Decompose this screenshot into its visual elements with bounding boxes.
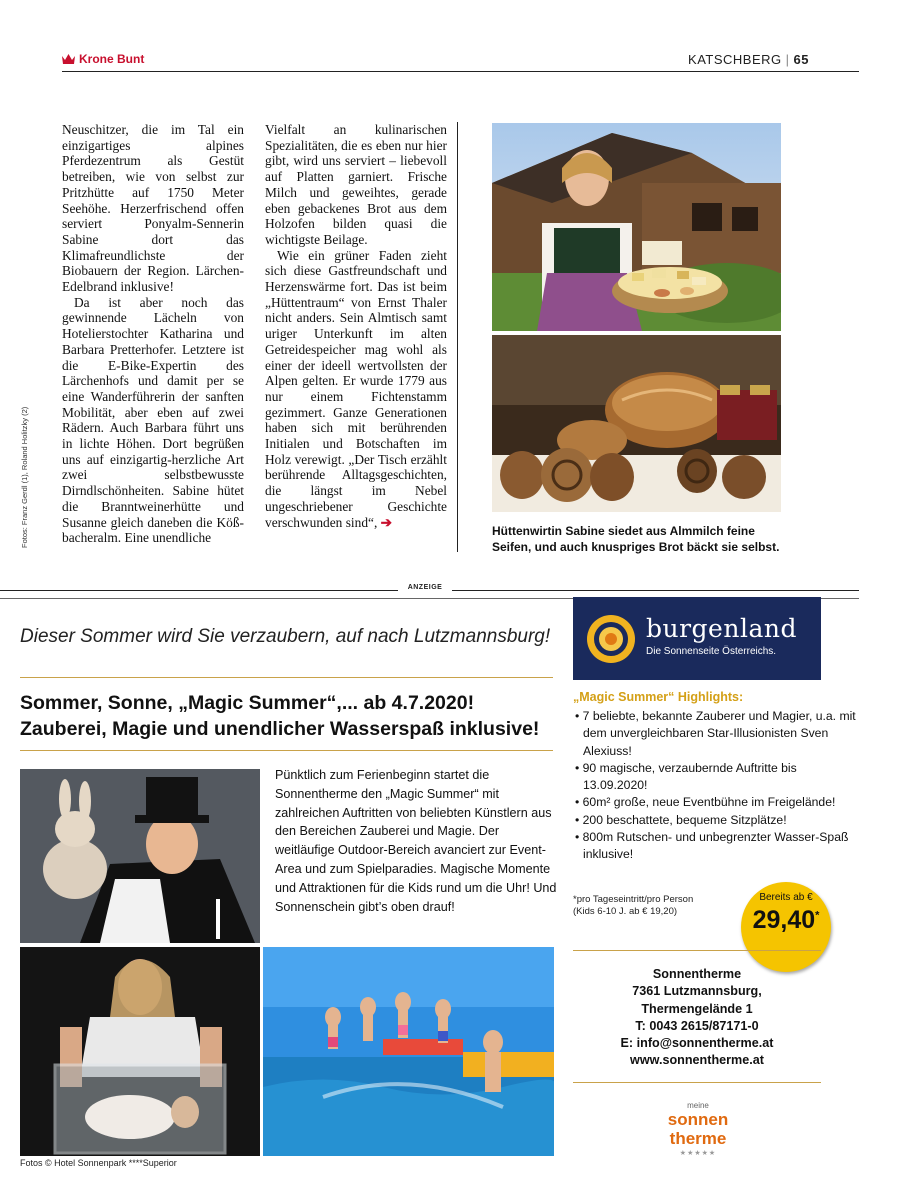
section-header — [688, 52, 809, 67]
burgenland-slogan: Die Sonnenseite Österreichs. — [646, 646, 777, 657]
contact-block — [573, 966, 821, 1070]
gold-rule — [573, 1082, 821, 1083]
sonnentherme-logo: sonnen therme — [667, 1110, 729, 1148]
gold-rule — [20, 677, 553, 678]
ad-tagline: Dieser Sommer wird Sie verzaubern, auf nach Lutzmannsburg! — [20, 626, 551, 647]
ad-label: ANZEIGE — [407, 584, 443, 591]
continue-arrow-icon: ➔ — [380, 514, 392, 530]
ad-divider-left — [0, 590, 398, 591]
column-rule — [457, 122, 458, 552]
price-note-line: (Kids 6-10 J. ab € 19,20) — [573, 906, 678, 917]
ad-photo-credit: Fotos © Hotel Sonnenpark ****Superior — [20, 1158, 177, 1168]
section-name: KATSCHBERG — [688, 52, 782, 67]
page-number: 65 — [793, 52, 809, 67]
photo-pool-jump — [263, 947, 554, 1156]
brand-name: Krone Bunt — [79, 52, 145, 66]
star-rating-icon: ★★★★★ — [679, 1150, 717, 1157]
photo-boy-magician — [20, 769, 260, 943]
price-note — [573, 894, 743, 918]
publication-brand — [62, 52, 144, 66]
list-item: • 200 beschattete, bequeme Sitzplätze! — [573, 812, 858, 829]
photo-caption: Hüttenwirtin Sabine siedet aus Almmilch feine Seifen, und auch knuspriges Brot bäckt sie selbst. — [492, 524, 780, 554]
photo-sabine-hut — [492, 123, 781, 331]
photo-credit-vertical: Fotos: Franz Gerdl (1), Roland Holitzky (2) — [20, 406, 29, 548]
header-rule — [62, 71, 859, 72]
article-paragraph: Wie ein grüner Faden zieht sich diese Gastfreundschaft und Herzenswärme fort. Das ist beim „Hüttentraum“ von Ernst Thaler nicht anders. Sein Almtisch samt uriger Unterkunft im alten Getreidespeicher mag wohl als einer der ideell wertvollsten der Alpen gelten. Er wurde 1779 aus nur einem Fichtenstamm gezimmert. Ganze Generationen haben sich mit berührenden Initialen und Botschaften im Holz verewigt. „Der Tisch erzählt berührende Alltagsgeschichten, die längst im Nebel ungeschriebener Geschichte verschwunden sind“, ➔ — [265, 247, 447, 530]
contact-address: 7361 Lutzmannsburg, — [632, 984, 762, 999]
contact-website[interactable]: www.sonnentherme.at — [630, 1053, 764, 1068]
ad-headline-line-1: Sommer, Sonne, „Magic Summer“,... ab 4.7.2020! — [20, 692, 475, 714]
contact-address: Thermengelände 1 — [641, 1001, 753, 1016]
list-item: • 90 magische, verzaubernde Auftritte bis 13.09.2020! — [573, 760, 858, 795]
article-column-1 — [62, 122, 244, 546]
list-item: • 60m² große, neue Eventbühne im Freigelände! — [573, 794, 858, 811]
section-separator: | — [785, 52, 790, 67]
list-item: • 7 beliebte, bekannte Zauberer und Magier, u.a. mit dem unvergleichbaren Star-Illusionisten Sven Alexiuss! — [573, 708, 858, 760]
price-badge-prefix: Bereits ab € — [759, 892, 813, 903]
gold-rule — [573, 950, 821, 951]
photo-bread-stamps — [492, 335, 781, 512]
ad-headline — [20, 690, 560, 742]
photo-illusionist — [20, 947, 260, 1156]
crown-icon — [62, 54, 75, 64]
article-paragraph: Vielfalt an kulinarischen Spezialitäten, die es eben nur hier gibt, wird uns serviert – liebevoll auf Platten garniert. Frische Milch und geweihtes, gerade eben gebackenes Brot aus dem Holzofen bilden quasi die wichtigste Beilage. — [265, 122, 447, 247]
contact-name: Sonnentherme — [652, 967, 742, 981]
list-item: • 800m Rutschen- und unbegrenzter Wasser-Spaß inklusive! — [573, 829, 858, 864]
ad-body-text: Pünktlich zum Ferienbeginn startet die Sonnentherme den „Magic Summer“ mit zahlreichen Auftritten von beliebten Künstlern aus den Bereichen Zauberei und Magie. Der weitläufige Outdoor-Bereich avanciert zur Event-Area und zum Spielparadies. Magische Momente und Attraktionen für die Kids rund um die Uhr! Und Sonnenschein gibt’s oben drauf! — [275, 768, 557, 914]
highlights-title: „Magic Summer“ Highlights: — [573, 690, 744, 704]
article-paragraph: Da ist aber noch das gewinnende Lächeln von Hotelierstochter Katharina und Barbara Pretterhofer. Letztere ist die E-Bike-Expertin des Lärchenhofs und damit per se eine Wanderführerin der sanften Mobilität, aber eben auf zwei Rädern. Auch Barbara führt uns in lichte Höhen. Dort begrüßen uns auf einzigartig-herzliche Art zwei selbstbewusste Dirndlschönheiten. Sabine hütet die Branntweinerhütte und Susanne gleich daneben die Kößbacheralm. Eine unendliche — [62, 294, 244, 546]
price-note-line: *pro Tageseintritt/pro Person — [573, 894, 694, 905]
ad-divider-right — [452, 590, 859, 591]
ad-headline-line-2: Zauberei, Magie und unendlicher Wasserspaß inklusive! — [20, 718, 540, 740]
burgenland-wordmark: burgenland — [646, 614, 797, 643]
sonnentherme-logo-meine: meine — [687, 1101, 709, 1110]
article-column-2 — [265, 122, 447, 530]
contact-email[interactable]: E: info@sonnentherme.at — [620, 1036, 774, 1051]
article-paragraph: Neuschitzer, die im Tal ein einzigartiges alpines Pferdezentrum als Gestüt betreiben, wie von selbst zur Pritzhütte auf 1750 Meter Seehöhe. Herzerfrischend offen serviert Ponyalm-Sennerin Sabine dort das Klimafreundlichste der Biobauern der Region. Lärchen-Edelbrand inklusive! — [62, 122, 244, 295]
price-badge-value: 29,40* — [752, 906, 820, 934]
sun-logo-icon — [584, 612, 638, 666]
gold-rule — [20, 750, 553, 751]
contact-phone: T: 0043 2615/87171-0 — [635, 1018, 759, 1033]
highlights-list — [573, 708, 858, 864]
